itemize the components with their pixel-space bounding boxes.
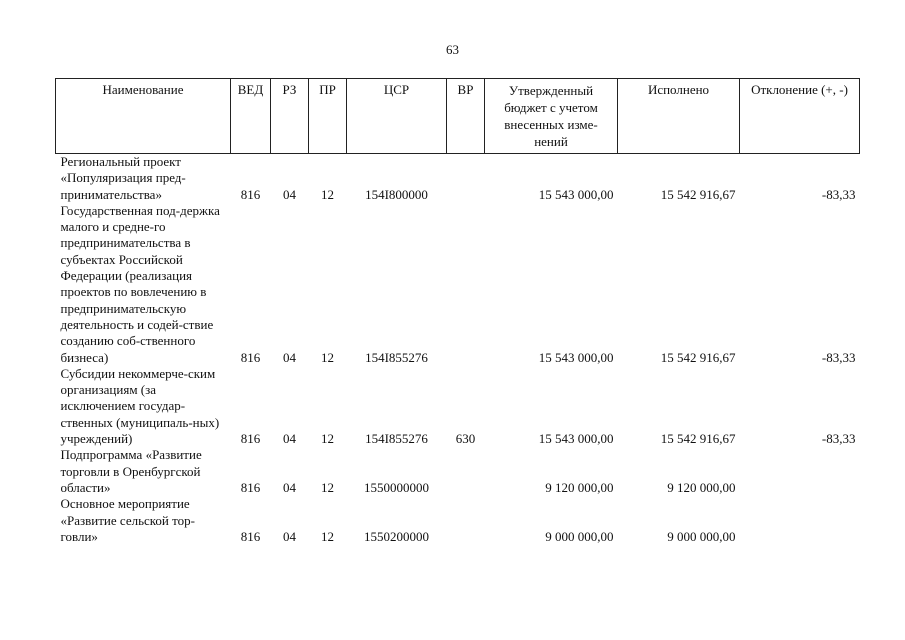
- row-rz: 04: [283, 431, 296, 447]
- header-name: Наименование: [56, 79, 231, 154]
- row-name: Региональный проект «Популяризация пред-принимательства»: [60, 154, 186, 202]
- row-pr: 12: [321, 529, 334, 545]
- row-executed: 15 542 916,67: [660, 431, 736, 447]
- table-header: [56, 79, 860, 154]
- table-row: [56, 447, 860, 496]
- header-vr: ВР: [447, 79, 485, 154]
- row-pr: 12: [321, 431, 334, 447]
- budget-table: [55, 78, 860, 545]
- table-body: [56, 154, 860, 546]
- row-deviation: [740, 496, 860, 545]
- row-ved: 816: [240, 431, 261, 447]
- row-approved: 9 000 000,00: [545, 529, 614, 545]
- row-csr: 154I855276: [365, 431, 428, 447]
- row-executed: 15 542 916,67: [660, 186, 736, 202]
- row-deviation: -83,33: [821, 349, 856, 365]
- row-csr: 1550000000: [364, 480, 429, 496]
- row-executed: 9 120 000,00: [667, 480, 736, 496]
- row-vr: [447, 154, 485, 203]
- row-ved: 816: [240, 186, 261, 202]
- row-vr: [447, 203, 485, 366]
- row-deviation: -83,33: [821, 431, 856, 447]
- row-ved: 816: [240, 480, 261, 496]
- row-rz: 04: [283, 349, 296, 365]
- row-approved: 15 543 000,00: [538, 186, 614, 202]
- row-ved: 816: [240, 349, 261, 365]
- row-deviation: -83,33: [821, 186, 856, 202]
- row-csr: 154I800000: [365, 186, 428, 202]
- row-executed: 9 000 000,00: [667, 529, 736, 545]
- header-csr: ЦСР: [347, 79, 447, 154]
- table-row: [56, 154, 860, 203]
- row-name: Государственная под-держка малого и средне-го предпринимательства в субъектах Российской Федерации (реализация проектов по вовлечению в предпринимательскую деятельность и содей-ствие созданию соб-ственного бизнеса): [60, 202, 220, 365]
- header-deviation: Отклонение (+, -): [740, 79, 860, 154]
- row-rz: 04: [283, 186, 296, 202]
- row-pr: 12: [321, 186, 334, 202]
- row-approved: 15 543 000,00: [538, 349, 614, 365]
- header-executed: Исполнено: [618, 79, 740, 154]
- row-vr: [447, 447, 485, 496]
- row-name: Субсидии некоммерче-ским организациям (за исключением государ-ственных (муниципаль-ных) учреждений): [60, 365, 220, 447]
- page-number: 63: [446, 42, 459, 57]
- header-approved-budget: Утвержденный бюджет с учетом внесенных изме-нений: [485, 79, 618, 154]
- row-rz: 04: [283, 529, 296, 545]
- row-ved: 816: [240, 529, 261, 545]
- header-ved: ВЕД: [231, 79, 271, 154]
- row-name: Подпрограмма «Развитие торговли в Оренбургской области»: [60, 447, 202, 495]
- row-name: Основное мероприятие «Развитие сельской тор-говли»: [60, 496, 195, 544]
- row-executed: 15 542 916,67: [660, 349, 736, 365]
- table-row: [56, 203, 860, 366]
- table-row: [56, 496, 860, 545]
- header-rz: РЗ: [271, 79, 309, 154]
- row-rz: 04: [283, 480, 296, 496]
- row-csr: 154I855276: [365, 349, 428, 365]
- row-csr: 1550200000: [364, 529, 429, 545]
- row-pr: 12: [321, 480, 334, 496]
- row-pr: 12: [321, 349, 334, 365]
- row-vr: [447, 496, 485, 545]
- header-pr: ПР: [309, 79, 347, 154]
- row-vr: 630: [455, 431, 476, 447]
- row-approved: 15 543 000,00: [538, 431, 614, 447]
- table-row: [56, 366, 860, 447]
- row-approved: 9 120 000,00: [545, 480, 614, 496]
- row-deviation: [740, 447, 860, 496]
